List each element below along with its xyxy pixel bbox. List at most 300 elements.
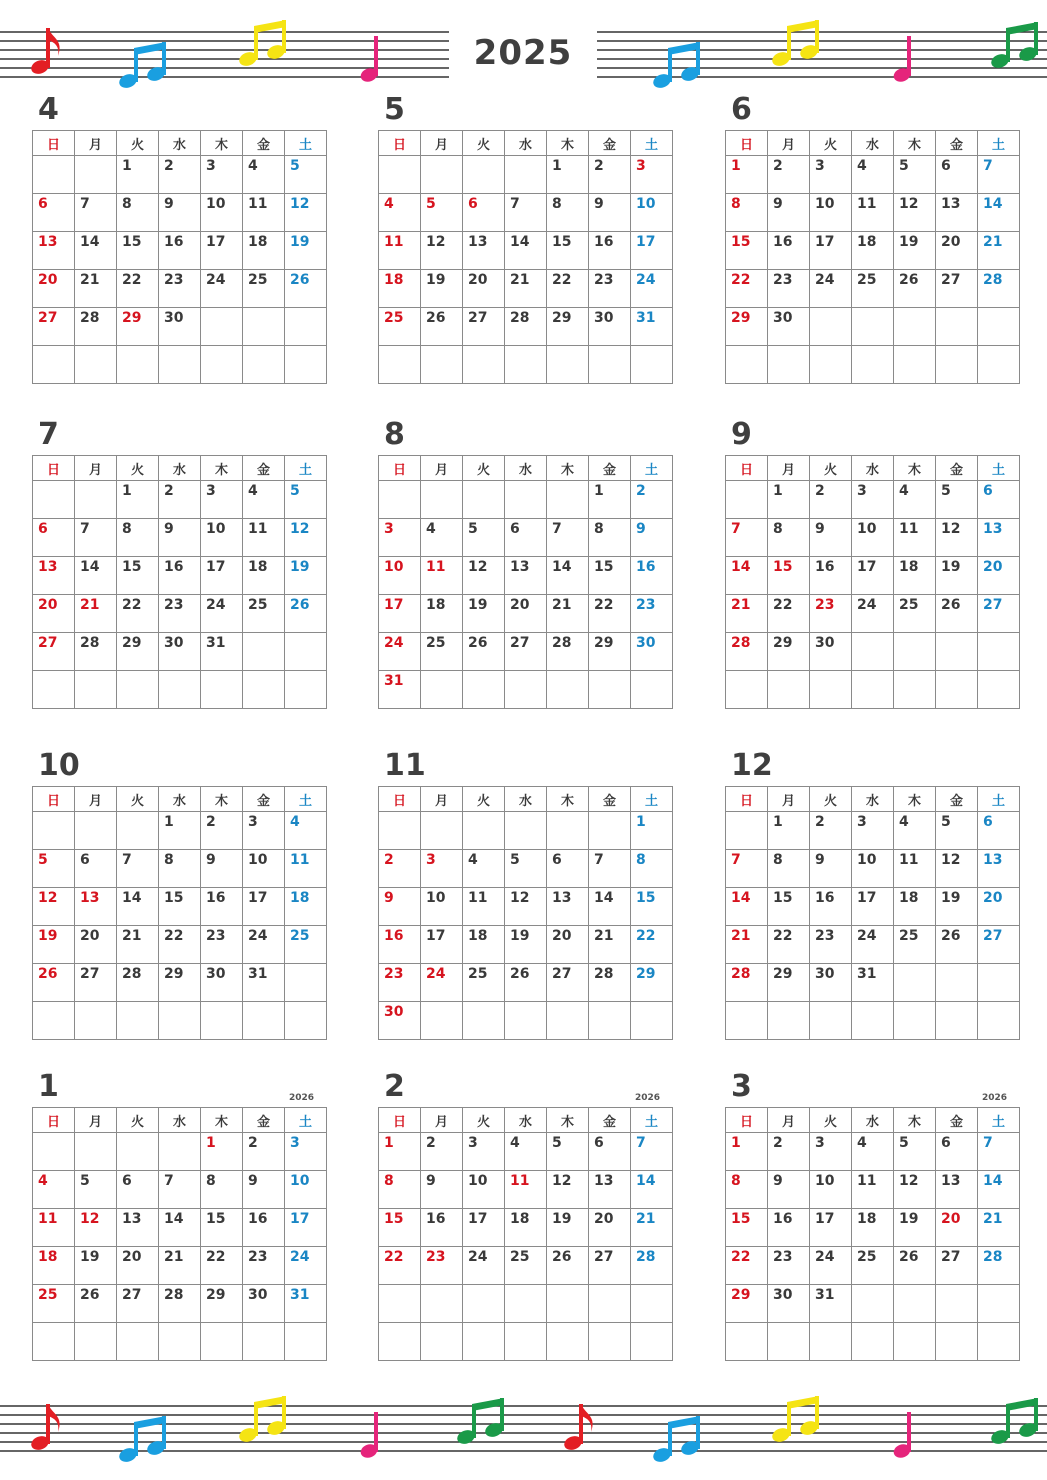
day-cell: 11 <box>33 1209 75 1247</box>
day-cell: 8 <box>589 519 631 557</box>
day-cell <box>936 1002 978 1040</box>
day-cell <box>936 671 978 709</box>
week-row <box>379 156 673 194</box>
day-cell <box>978 633 1020 671</box>
day-cell: 25 <box>243 595 285 633</box>
day-cell <box>421 1002 463 1040</box>
day-cell: 23 <box>631 595 673 633</box>
week-row <box>726 1002 1020 1040</box>
month-calendar <box>32 92 322 384</box>
week-row <box>726 1323 1020 1361</box>
day-cell: 2 <box>159 481 201 519</box>
day-cell: 26 <box>936 926 978 964</box>
day-cell: 22 <box>201 1247 243 1285</box>
day-cell: 27 <box>936 270 978 308</box>
week-row <box>726 194 1020 232</box>
week-row <box>33 1323 327 1361</box>
week-row <box>379 595 673 633</box>
day-cell: 3 <box>852 481 894 519</box>
weekday-header: 月 <box>75 131 117 156</box>
weekday-header: 土 <box>978 131 1020 156</box>
day-cell: 7 <box>159 1171 201 1209</box>
day-cell: 29 <box>589 633 631 671</box>
week-row <box>33 633 327 671</box>
day-cell <box>978 964 1020 1002</box>
weekday-header: 月 <box>421 787 463 812</box>
day-cell <box>463 812 505 850</box>
day-cell: 22 <box>117 595 159 633</box>
day-cell <box>243 671 285 709</box>
day-cell <box>33 156 75 194</box>
day-cell <box>463 346 505 384</box>
day-cell: 10 <box>852 850 894 888</box>
day-cell <box>243 308 285 346</box>
month-table <box>32 786 327 1040</box>
week-row <box>33 156 327 194</box>
day-cell: 4 <box>894 481 936 519</box>
day-cell <box>201 346 243 384</box>
day-cell: 11 <box>421 557 463 595</box>
day-cell: 21 <box>159 1247 201 1285</box>
day-cell: 17 <box>810 1209 852 1247</box>
day-cell <box>379 812 421 850</box>
day-cell: 28 <box>75 633 117 671</box>
day-cell: 8 <box>726 1171 768 1209</box>
day-cell <box>810 1323 852 1361</box>
day-cell <box>379 481 421 519</box>
day-cell <box>75 1323 117 1361</box>
weekday-header: 木 <box>547 787 589 812</box>
day-cell <box>894 671 936 709</box>
month-calendar <box>725 92 1015 384</box>
week-row <box>379 1209 673 1247</box>
day-cell: 13 <box>978 519 1020 557</box>
weekday-header: 日 <box>33 787 75 812</box>
month-table <box>32 455 327 709</box>
day-cell: 13 <box>33 232 75 270</box>
day-cell <box>505 346 547 384</box>
day-cell: 4 <box>463 850 505 888</box>
day-cell <box>463 156 505 194</box>
day-cell <box>75 1002 117 1040</box>
day-cell <box>589 671 631 709</box>
day-cell: 27 <box>589 1247 631 1285</box>
weekday-header: 水 <box>159 131 201 156</box>
day-cell: 4 <box>33 1171 75 1209</box>
day-cell <box>285 308 327 346</box>
month-table <box>378 455 673 709</box>
weekday-header: 金 <box>243 1108 285 1133</box>
day-cell <box>894 1285 936 1323</box>
day-cell <box>936 633 978 671</box>
day-cell: 3 <box>285 1133 327 1171</box>
weekday-header: 土 <box>285 456 327 481</box>
day-cell: 24 <box>285 1247 327 1285</box>
day-cell: 13 <box>547 888 589 926</box>
day-cell: 21 <box>726 926 768 964</box>
day-cell: 7 <box>117 850 159 888</box>
day-cell: 10 <box>421 888 463 926</box>
day-cell: 25 <box>463 964 505 1002</box>
day-cell: 22 <box>768 595 810 633</box>
day-cell: 20 <box>117 1247 159 1285</box>
day-cell: 20 <box>978 888 1020 926</box>
day-cell: 9 <box>810 850 852 888</box>
day-cell <box>631 1323 673 1361</box>
day-cell: 30 <box>810 633 852 671</box>
day-cell <box>201 671 243 709</box>
day-cell <box>505 1323 547 1361</box>
day-cell: 18 <box>421 595 463 633</box>
day-cell <box>978 1002 1020 1040</box>
day-cell: 2 <box>243 1133 285 1171</box>
day-cell: 9 <box>631 519 673 557</box>
day-cell: 9 <box>159 519 201 557</box>
weekday-header: 土 <box>631 456 673 481</box>
day-cell: 22 <box>589 595 631 633</box>
week-row <box>379 926 673 964</box>
day-cell: 14 <box>75 557 117 595</box>
day-cell: 9 <box>379 888 421 926</box>
day-cell <box>726 481 768 519</box>
day-cell: 15 <box>726 232 768 270</box>
day-cell: 26 <box>75 1285 117 1323</box>
week-row <box>379 194 673 232</box>
day-cell: 16 <box>589 232 631 270</box>
day-cell: 15 <box>379 1209 421 1247</box>
day-cell: 6 <box>936 1133 978 1171</box>
day-cell <box>547 671 589 709</box>
month-calendar <box>725 417 1015 709</box>
day-cell: 21 <box>726 595 768 633</box>
day-cell: 26 <box>285 270 327 308</box>
day-cell <box>243 633 285 671</box>
day-cell <box>852 1002 894 1040</box>
day-cell <box>159 1133 201 1171</box>
weekday-header: 日 <box>33 456 75 481</box>
day-cell <box>285 633 327 671</box>
day-cell: 31 <box>852 964 894 1002</box>
week-row <box>726 1171 1020 1209</box>
day-cell: 7 <box>978 1133 1020 1171</box>
day-cell <box>505 1285 547 1323</box>
day-cell: 31 <box>810 1285 852 1323</box>
weekday-header: 日 <box>379 787 421 812</box>
day-cell <box>75 481 117 519</box>
day-cell <box>159 1002 201 1040</box>
week-row <box>726 308 1020 346</box>
month-number: 1 <box>38 1069 59 1104</box>
day-cell <box>936 1285 978 1323</box>
day-cell: 3 <box>463 1133 505 1171</box>
day-cell <box>463 1285 505 1323</box>
day-cell: 8 <box>201 1171 243 1209</box>
day-cell: 18 <box>33 1247 75 1285</box>
day-cell: 20 <box>936 1209 978 1247</box>
day-cell: 24 <box>810 270 852 308</box>
day-cell <box>33 1133 75 1171</box>
week-row <box>33 926 327 964</box>
day-cell <box>379 156 421 194</box>
week-row <box>33 671 327 709</box>
day-cell <box>726 812 768 850</box>
weekday-header: 火 <box>117 456 159 481</box>
day-cell: 29 <box>159 964 201 1002</box>
weekday-header: 木 <box>201 1108 243 1133</box>
beamed-notes-icon <box>118 40 170 94</box>
day-cell: 5 <box>936 481 978 519</box>
weekday-header: 月 <box>768 1108 810 1133</box>
day-cell: 23 <box>768 270 810 308</box>
day-cell <box>33 481 75 519</box>
weekday-header: 水 <box>159 456 201 481</box>
weekday-header: 日 <box>379 456 421 481</box>
week-row <box>379 1133 673 1171</box>
weekday-header: 火 <box>463 456 505 481</box>
day-cell: 21 <box>117 926 159 964</box>
day-cell: 19 <box>421 270 463 308</box>
week-row <box>379 1323 673 1361</box>
month-number: 12 <box>731 748 773 783</box>
day-cell: 12 <box>894 194 936 232</box>
day-cell: 3 <box>852 812 894 850</box>
day-cell: 24 <box>852 595 894 633</box>
day-cell: 14 <box>505 232 547 270</box>
beamed-notes-icon <box>771 18 823 72</box>
day-cell <box>894 346 936 384</box>
day-cell: 4 <box>421 519 463 557</box>
day-cell: 25 <box>285 926 327 964</box>
day-cell: 7 <box>631 1133 673 1171</box>
week-row <box>379 519 673 557</box>
day-cell: 20 <box>589 1209 631 1247</box>
day-cell: 3 <box>243 812 285 850</box>
weekday-header: 水 <box>505 787 547 812</box>
day-cell: 20 <box>33 270 75 308</box>
day-cell: 28 <box>589 964 631 1002</box>
day-cell: 12 <box>463 557 505 595</box>
day-cell: 17 <box>810 232 852 270</box>
day-cell: 14 <box>631 1171 673 1209</box>
day-cell: 7 <box>547 519 589 557</box>
weekday-header: 水 <box>852 787 894 812</box>
beamed-notes-icon <box>238 18 290 72</box>
day-cell: 11 <box>463 888 505 926</box>
day-cell: 18 <box>243 232 285 270</box>
day-cell: 23 <box>810 926 852 964</box>
day-cell <box>421 481 463 519</box>
quarter-note-icon <box>360 1410 382 1464</box>
day-cell: 5 <box>33 850 75 888</box>
day-cell: 4 <box>285 812 327 850</box>
day-cell: 24 <box>201 270 243 308</box>
week-row <box>33 308 327 346</box>
week-row <box>33 1209 327 1247</box>
day-cell: 2 <box>810 481 852 519</box>
weekday-header: 水 <box>852 1108 894 1133</box>
day-cell <box>978 671 1020 709</box>
day-cell: 19 <box>547 1209 589 1247</box>
week-row <box>726 1209 1020 1247</box>
day-cell <box>547 812 589 850</box>
day-cell <box>243 1323 285 1361</box>
day-cell <box>379 346 421 384</box>
day-cell: 22 <box>768 926 810 964</box>
day-cell: 8 <box>117 519 159 557</box>
day-cell: 13 <box>978 850 1020 888</box>
day-cell: 17 <box>631 232 673 270</box>
weekday-header: 日 <box>33 1108 75 1133</box>
day-cell: 4 <box>852 1133 894 1171</box>
weekday-header: 金 <box>936 131 978 156</box>
day-cell <box>768 1323 810 1361</box>
week-row <box>726 1133 1020 1171</box>
weekday-header: 金 <box>936 1108 978 1133</box>
day-cell: 19 <box>936 888 978 926</box>
month-number: 8 <box>384 417 405 452</box>
weekday-header: 水 <box>505 1108 547 1133</box>
day-cell <box>852 1323 894 1361</box>
day-cell <box>936 308 978 346</box>
day-cell: 3 <box>379 519 421 557</box>
day-cell: 13 <box>33 557 75 595</box>
day-cell: 9 <box>768 1171 810 1209</box>
day-cell: 7 <box>726 519 768 557</box>
day-cell: 11 <box>505 1171 547 1209</box>
day-cell <box>726 346 768 384</box>
day-cell: 10 <box>810 194 852 232</box>
day-cell: 30 <box>243 1285 285 1323</box>
month-calendar <box>32 417 322 709</box>
day-cell: 26 <box>936 595 978 633</box>
day-cell: 14 <box>589 888 631 926</box>
day-cell: 27 <box>547 964 589 1002</box>
day-cell: 11 <box>894 519 936 557</box>
day-cell: 17 <box>421 926 463 964</box>
day-cell <box>547 346 589 384</box>
day-cell: 4 <box>505 1133 547 1171</box>
month-calendar <box>725 1069 1015 1361</box>
day-cell: 25 <box>852 270 894 308</box>
day-cell: 18 <box>852 232 894 270</box>
week-row <box>33 1002 327 1040</box>
weekday-header: 土 <box>978 456 1020 481</box>
day-cell: 20 <box>547 926 589 964</box>
day-cell: 27 <box>463 308 505 346</box>
month-table <box>32 1107 327 1361</box>
day-cell <box>894 1323 936 1361</box>
day-cell: 13 <box>75 888 117 926</box>
day-cell: 16 <box>768 232 810 270</box>
day-cell: 10 <box>285 1171 327 1209</box>
weekday-header: 日 <box>379 131 421 156</box>
day-cell: 19 <box>75 1247 117 1285</box>
day-cell: 8 <box>768 850 810 888</box>
day-cell: 23 <box>379 964 421 1002</box>
weekday-header: 水 <box>852 131 894 156</box>
day-cell: 1 <box>631 812 673 850</box>
weekday-header: 木 <box>894 456 936 481</box>
day-cell <box>936 964 978 1002</box>
month-calendar <box>32 1069 322 1361</box>
day-cell: 1 <box>726 1133 768 1171</box>
day-cell: 25 <box>894 595 936 633</box>
day-cell: 26 <box>547 1247 589 1285</box>
day-cell: 10 <box>201 194 243 232</box>
day-cell <box>33 671 75 709</box>
weekday-header: 火 <box>463 1108 505 1133</box>
eighth-note-icon <box>563 1402 597 1456</box>
day-cell: 24 <box>631 270 673 308</box>
day-cell: 2 <box>768 156 810 194</box>
day-cell: 21 <box>547 595 589 633</box>
day-cell <box>589 812 631 850</box>
day-cell: 6 <box>505 519 547 557</box>
day-cell: 1 <box>379 1133 421 1171</box>
day-cell: 10 <box>201 519 243 557</box>
day-cell: 10 <box>243 850 285 888</box>
day-cell: 15 <box>631 888 673 926</box>
weekday-header: 金 <box>243 131 285 156</box>
day-cell: 20 <box>33 595 75 633</box>
day-cell: 1 <box>589 481 631 519</box>
day-cell: 16 <box>810 888 852 926</box>
day-cell: 7 <box>589 850 631 888</box>
day-cell <box>421 812 463 850</box>
day-cell <box>505 671 547 709</box>
week-row <box>379 557 673 595</box>
day-cell: 1 <box>547 156 589 194</box>
day-cell: 9 <box>768 194 810 232</box>
week-row <box>379 850 673 888</box>
weekday-header: 金 <box>936 456 978 481</box>
day-cell: 26 <box>505 964 547 1002</box>
month-table <box>725 130 1020 384</box>
month-table <box>32 130 327 384</box>
day-cell: 28 <box>631 1247 673 1285</box>
year-title: 2025 <box>473 33 573 73</box>
day-cell <box>505 156 547 194</box>
day-cell: 27 <box>117 1285 159 1323</box>
day-cell: 24 <box>379 633 421 671</box>
month-number: 5 <box>384 92 405 127</box>
day-cell: 26 <box>463 633 505 671</box>
day-cell: 19 <box>285 232 327 270</box>
day-cell: 17 <box>243 888 285 926</box>
month-calendar <box>378 92 668 384</box>
weekday-header: 水 <box>505 131 547 156</box>
day-cell: 9 <box>243 1171 285 1209</box>
weekday-header: 月 <box>768 456 810 481</box>
day-cell: 11 <box>894 850 936 888</box>
weekday-header: 土 <box>978 1108 1020 1133</box>
day-cell: 14 <box>117 888 159 926</box>
beamed-notes-icon <box>118 1414 170 1468</box>
day-cell: 28 <box>547 633 589 671</box>
day-cell: 30 <box>631 633 673 671</box>
week-row <box>726 557 1020 595</box>
weekday-header: 木 <box>201 787 243 812</box>
weekday-header: 水 <box>852 456 894 481</box>
day-cell <box>379 1285 421 1323</box>
month-number: 6 <box>731 92 752 127</box>
day-cell: 4 <box>243 481 285 519</box>
day-cell: 5 <box>463 519 505 557</box>
day-cell: 19 <box>894 232 936 270</box>
day-cell: 27 <box>75 964 117 1002</box>
day-cell: 15 <box>547 232 589 270</box>
day-cell: 10 <box>852 519 894 557</box>
